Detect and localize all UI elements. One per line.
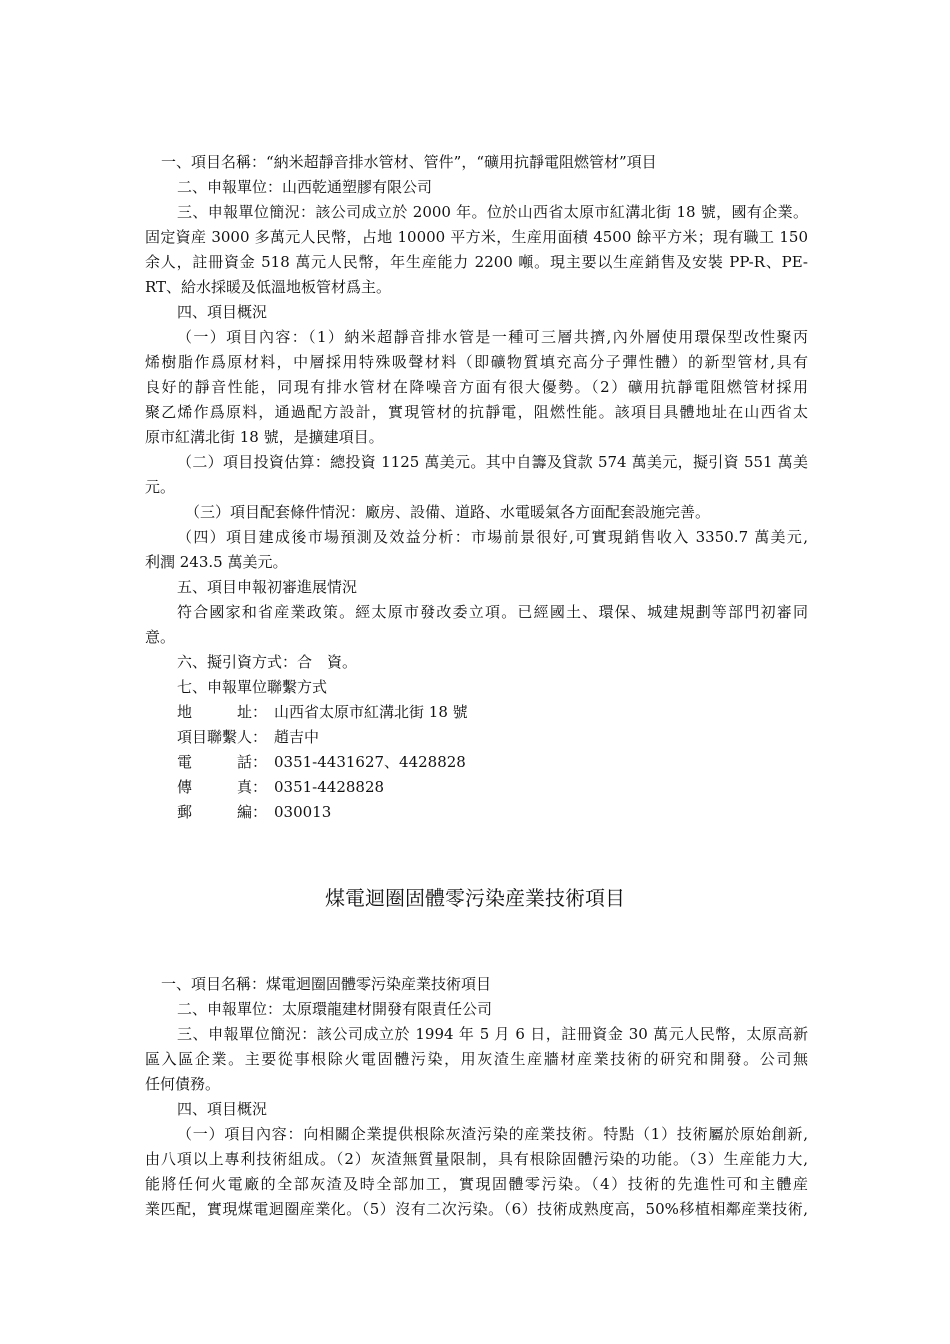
p2-overview-heading: 四、項目概況 <box>177 1100 268 1118</box>
contact-label: 項目聯繫人： <box>177 728 268 746</box>
p1-content-line-2: 烯樹脂作爲原材料，中層採用特殊吸聲材料（即礦物質填充高分子彈性體）的新型管材,具有 <box>145 353 808 371</box>
p2-profile-line-2: 區入區企業。主要從事根除火電固體污染，用灰渣生産牆材産業技術的研究和開發。公司無 <box>145 1050 808 1068</box>
p2-content-line-2: 由八項以上專利技術組成。（2）灰渣無質量限制，具有根除固體污染的功能。（3）生産能力大, <box>145 1150 808 1168</box>
p1-contact-heading: 七、申報單位聯繫方式 <box>177 678 328 696</box>
p1-applicant: 二、申報單位：山西乾通塑膠有限公司 <box>177 178 433 196</box>
contact-value: 030013 <box>274 803 332 821</box>
section-title: 煤電迴圈固體零污染産業技術項目 <box>325 886 625 910</box>
p1-content-line-1: （一）項目內容：（1）納米超靜音排水管是一種可三層共擠,內外層使用環保型改性聚丙 <box>177 328 808 346</box>
p1-content-line-4: 聚乙烯作爲原料，通過配方設計，實現管材的抗靜電，阻燃性能。該項目具體地址在山西省太 <box>145 403 808 421</box>
p2-profile-line-3: 任何債務。 <box>145 1075 221 1093</box>
p1-review-heading: 五、項目申報初審進展情況 <box>177 578 358 596</box>
p2-item-name: 一、項目名稱：煤電迴圈固體零污染産業技術項目 <box>161 975 492 993</box>
p2-applicant: 二、申報單位：太原環龍建材開發有限責任公司 <box>177 1000 493 1018</box>
contact-value: 山西省太原市紅溝北街 18 號 <box>274 703 468 721</box>
p1-profile-line-4: RT、給水採暖及低溫地板管材爲主。 <box>145 278 392 296</box>
p1-item-name: 一、項目名稱：“納米超靜音排水管材、管件”，“礦用抗靜電阻燃管材”項目 <box>161 153 657 171</box>
p1-investment-line-2: 元。 <box>145 478 176 496</box>
p1-review-line-1: 符合國家和省産業政策。經太原市發改委立項。已經國土、環保、城建規劃等部門初審同 <box>177 603 808 621</box>
contact-label: 地 址： <box>177 703 268 721</box>
contact-value: 0351-4431627、4428828 <box>274 753 466 771</box>
contact-value: 趙吉中 <box>274 728 320 746</box>
p1-contact-person <box>177 726 319 748</box>
p1-investment-line-1: （二）項目投資估算：總投資 1125 萬美元。其中自籌及貸款 574 萬美元，擬引資 551 萬美 <box>177 453 808 471</box>
p1-content-line-5: 原市紅溝北街 18 號，是擴建項目。 <box>145 428 384 446</box>
p1-contact-fax <box>177 776 384 798</box>
p1-profile-line-3: 余人，註冊資金 518 萬元人民幣，年生産能力 2200 噸。現主要以生産銷售及安裝 PP-R、PE- <box>145 253 808 271</box>
p1-profile-line-2: 固定資産 3000 多萬元人民幣，占地 10000 平方米，生産用面積 4500 餘平方米；現有職工 150 <box>145 228 808 246</box>
p1-contact-address <box>177 701 468 723</box>
p1-content-line-3: 良好的靜音性能，同現有排水管材在降噪音方面有很大優勢。（2）礦用抗靜電阻燃管材採用 <box>145 378 808 396</box>
contact-value: 0351-4428828 <box>274 778 385 796</box>
p2-content-line-4: 業匹配，實現煤電迴圈産業化。（5）沒有二次污染。（6）技術成熟度高，50%移植相鄰産業技術, <box>145 1200 808 1218</box>
p1-market-line-1: （四）項目建成後市場預測及效益分析：市場前景很好,可實現銷售收入 3350.7 萬美元, <box>177 528 808 546</box>
p1-contact-phone <box>177 751 466 773</box>
p1-profile-line-1: 三、申報單位簡況：該公司成立於 2000 年。位於山西省太原市紅溝北街 18 號，國有企業。 <box>177 203 808 221</box>
contact-label: 郵 編： <box>177 803 268 821</box>
contact-label: 傳 真： <box>177 778 268 796</box>
p1-contact-postcode <box>177 801 331 823</box>
p2-content-line-1: （一）項目內容：向相關企業提供根除灰渣污染的産業技術。特點（1）技術屬於原始創新, <box>177 1125 808 1143</box>
p1-financing-method: 六、擬引資方式：合 資。 <box>177 653 358 671</box>
p1-conditions: （三）項目配套條件情況：廠房、設備、道路、水電暖氣各方面配套設施完善。 <box>185 503 711 521</box>
p2-content-line-3: 能將任何火電廠的全部灰渣及時全部加工，實現固體零污染。（4）技術的先進性可和主體産 <box>145 1175 808 1193</box>
p1-overview-heading: 四、項目概況 <box>177 303 268 321</box>
p2-profile-line-1: 三、申報單位簡況：該公司成立於 1994 年 5 月 6 日，註冊資金 30 萬元人民幣，太原高新 <box>177 1025 808 1043</box>
p1-market-line-2: 利潤 243.5 萬美元。 <box>145 553 288 571</box>
p1-review-line-2: 意。 <box>145 628 176 646</box>
contact-label: 電 話： <box>177 753 268 771</box>
